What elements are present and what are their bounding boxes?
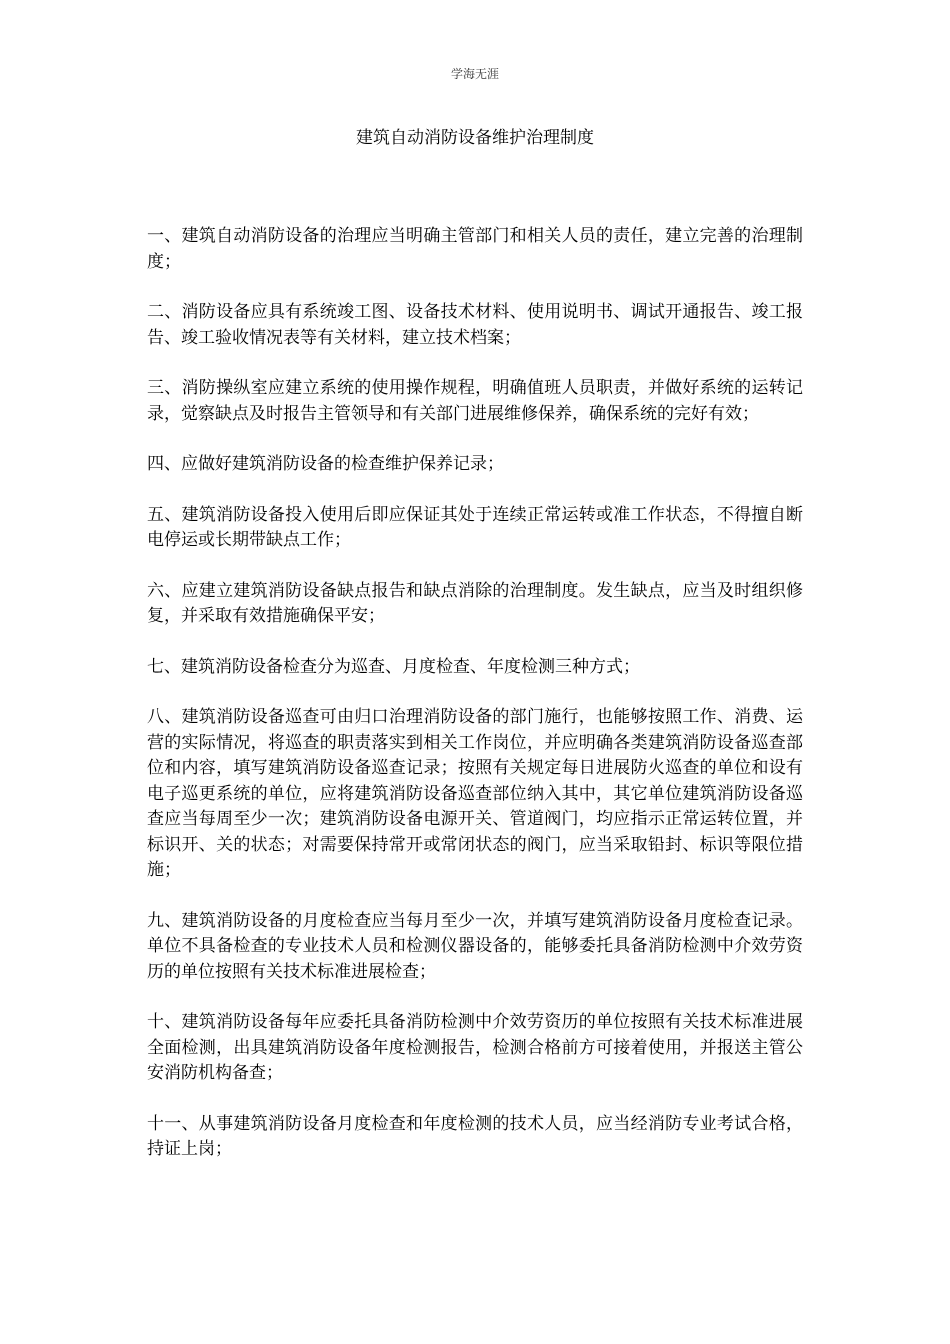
paragraph-11: 十一、从事建筑消防设备月度检查和年度检测的技术人员，应当经消防专业考试合格，持证上岗； [147, 1113, 803, 1159]
paragraph-7: 七、建筑消防设备检查分为巡查、月度检查、年度检测三种方式； [147, 656, 640, 677]
paragraph-5: 五、建筑消防设备投入使用后即应保证其处于连续正常运转或准工作状态，不得擅自断电停运或长期带缺点工作； [147, 504, 803, 550]
paragraph-6: 六、应建立建筑消防设备缺点报告和缺点消除的治理制度。发生缺点，应当及时组织修复，并采取有效措施确保平安； [147, 580, 803, 626]
document-body [147, 224, 803, 1188]
paragraph-3: 三、消防操纵室应建立系统的使用操作规程，明确值班人员职责，并做好系统的运转记录，觉察缺点及时报告主管领导和有关部门进展维修保养，确保系统的完好有效； [147, 378, 803, 424]
paragraph-9: 九、建筑消防设备的月度检查应当每月至少一次，并填写建筑消防设备月度检查记录。单位不具备检查的专业技术人员和检测仪器设备的，能够委托具备消防检测中介效劳资历的单位按照有关技术标准进展检查； [147, 910, 803, 982]
paragraph-4: 四、应做好建筑消防设备的检查维护保养记录； [147, 454, 504, 474]
document-title: 建筑自动消防设备维护治理制度 [356, 128, 594, 148]
paragraph-8: 八、建筑消防设备巡查可由归口治理消防设备的部门施行，也能够按照工作、消费、运营的实际情况，将巡查的职责落实到相关工作岗位，并应明确各类建筑消防设备巡查部位和内容，填写建筑消防设备巡查记录；按照有关规定每日进展防火巡查的单位和设有电子巡更系统的单位，应将建筑消防设备巡查部位纳入其中，其它单位建筑消防设备巡查应当每周至少一次；建筑消防设备电源开关、管道阀门，均应指示正常运转位置，并标识开、关的状态；对需要保持常开或常闭状态的阀门，应当采取铅封、标识等限位措施； [147, 707, 803, 880]
paragraph-1: 一、建筑自动消防设备的治理应当明确主管部门和相关人员的责任，建立完善的治理制度； [147, 226, 803, 272]
page-header: 学海无涯 [450, 67, 499, 81]
paragraph-10: 十、建筑消防设备每年应委托具备消防检测中介效劳资历的单位按照有关技术标准进展全面检测，出具建筑消防设备年度检测报告，检测合格前方可接着使用，并报送主管公安消防机构备查； [147, 1012, 803, 1083]
paragraph-2: 二、消防设备应具有系统竣工图、设备技术材料、使用说明书、调试开通报告、竣工报告、竣工验收情况表等有关材料，建立技术档案； [147, 302, 803, 348]
